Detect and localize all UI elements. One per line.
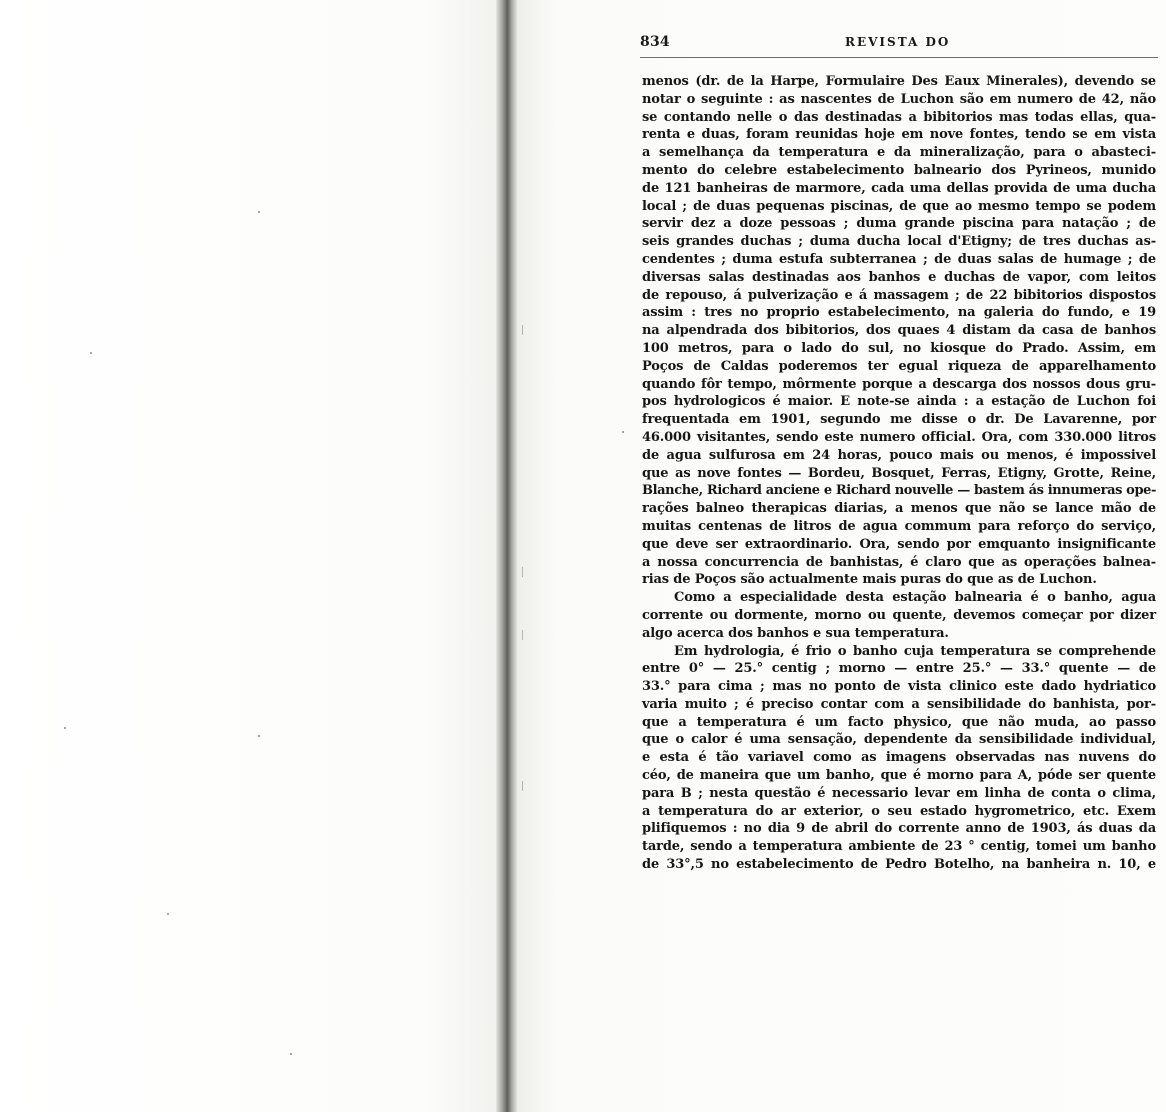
- text-line: servir dez a doze pessoas ; duma grande piscina para natação ; de: [642, 216, 1156, 232]
- text-line: plifiquemos : no dia 9 de abril do corrente anno de 1903, ás duas da: [642, 821, 1156, 837]
- text-line: para B ; nesta questão é necessario levar em linha de conta o clima,: [642, 785, 1156, 801]
- text-line: céo, de maneira que um banho, que é morno para A, póde ser quente: [642, 768, 1156, 784]
- text-line: cendentes ; duma estufa subterranea ; de duas salas de humage ; de: [642, 251, 1156, 267]
- book-gutter: [496, 0, 518, 1112]
- header-rule: [640, 57, 1158, 58]
- text-line: varia muito ; é preciso contar com a sensibilidade do banhista, por-: [642, 696, 1156, 712]
- left-page-blank: [0, 0, 500, 1112]
- paper-speck: [258, 211, 260, 213]
- fold-mark: [522, 781, 523, 791]
- text-line: notar o seguinte : as nascentes de Luchon são em numero de 42, não: [642, 91, 1156, 107]
- text-line: assim : tres no proprio estabelecimento, na galeria do fundo, e 19: [642, 305, 1156, 321]
- text-line: que o calor é uma sensação, dependente da sensibilidade individual,: [642, 732, 1156, 748]
- text-line: mento do celebre estabelecimento balneario dos Pyrineos, munido: [642, 162, 1156, 178]
- text-line: frequentada em 1901, segundo me disse o dr. De Lavarenne, por: [642, 412, 1156, 428]
- text-line: de agua sulfurosa em 24 horas, pouco mais ou menos, é impossivel: [642, 447, 1156, 463]
- text-line: renta e duas, foram reunidas hoje em nove fontes, tendo se em vista: [642, 127, 1156, 143]
- text-line: 33.° para cima ; mas no ponto de vista clinico este dado hydriatico: [642, 679, 1156, 695]
- text-line: que as nove fontes — Bordeu, Bosquet, Ferras, Etigny, Grotte, Reine,: [642, 465, 1156, 481]
- text-line: pos hydrologicos é maior. E note-se ainda : a estação de Luchon foi: [642, 394, 1156, 410]
- paper-speck: [622, 431, 624, 433]
- text-line: tarde, sendo a temperatura ambiente de 23 ° centig, tomei um banho: [642, 839, 1156, 855]
- text-line: menos (dr. de la Harpe, Formulaire Des Eaux Minerales), devendo se: [642, 74, 1156, 89]
- text-line: corrente ou dormente, morno ou quente, devemos começar por dizer: [642, 607, 1156, 623]
- text-line: 46.000 visitantes, sendo este numero official. Ora, com 330.000 litros: [642, 429, 1156, 445]
- running-head: REVISTA DO: [845, 35, 951, 49]
- text-line: a semelhança da temperatura e da mineralização, para o abasteci-: [642, 145, 1156, 161]
- text-line: local ; de duas pequenas piscinas, de que ao mesmo tempo se podem: [642, 198, 1156, 214]
- text-line: muitas centenas de litros de agua commum para reforço do serviço,: [642, 518, 1156, 534]
- body-text: [642, 73, 1156, 874]
- text-line: Em hydrologia, é frio o banho cuja temperatura se comprehende: [674, 643, 1156, 659]
- text-line: diversas salas destinadas aos banhos e duchas de vapor, com leitos: [642, 269, 1156, 285]
- text-line: Como a especialidade desta estação balnearia é o banho, agua: [674, 590, 1156, 606]
- paper-speck: [90, 352, 92, 354]
- paper-speck: [64, 727, 66, 729]
- text-line: rações balneo therapicas diarias, a menos que não se lance mão de: [642, 501, 1156, 517]
- fold-mark: [522, 630, 523, 640]
- paper-speck: [258, 735, 260, 737]
- text-line: rias de Poços são actualmente mais puras do que as de Luchon.: [642, 572, 1097, 588]
- text-line: se contando nelle o das destinadas a bibitorios mas todas ellas, qua-: [642, 109, 1156, 125]
- text-line: de 121 banheiras de marmore, cada uma dellas provida de uma ducha: [642, 180, 1156, 196]
- text-line: a nossa concurrencia de banhistas, é claro que as operações balnea-: [642, 554, 1156, 570]
- page-number: 834: [640, 34, 670, 50]
- paper-speck: [290, 1053, 292, 1055]
- text-line: Poços de Caldas poderemos ter egual riqueza de apparelhamento: [642, 358, 1156, 374]
- text-line: algo acerca dos banhos e sua temperatura.: [642, 625, 949, 641]
- text-line: seis grandes duchas ; duma ducha local d'Etigny; de tres duchas as-: [642, 234, 1156, 250]
- text-line: que a temperatura é um facto physico, que não muda, ao passo: [642, 714, 1156, 730]
- text-line: entre 0° — 25.° centig ; morno — entre 25.° — 33.° quente — de: [642, 661, 1156, 677]
- paper-speck: [167, 913, 169, 915]
- text-line: e esta é tão variavel como as imagens observadas nas nuvens do: [642, 750, 1156, 766]
- text-line: de repouso, á pulverização e á massagem ; de 22 bibitorios dispostos: [642, 287, 1156, 303]
- text-line: 100 metros, para o lado do sul, no kiosque do Prado. Assim, em: [642, 340, 1156, 356]
- text-line: a temperatura do ar exterior, o seu estado hygrometrico, etc. Exem: [642, 803, 1156, 819]
- page-header: [640, 34, 1158, 54]
- fold-mark: [522, 567, 523, 577]
- text-line: na alpendrada dos bibitorios, dos quaes 4 distam da casa de banhos: [642, 323, 1156, 339]
- text-line: quando fôr tempo, môrmente porque a descarga dos nossos dous gru-: [642, 376, 1156, 392]
- text-line: Blanche, Richard anciene e Richard nouvelle — bastem ás innumeras ope-: [642, 483, 1156, 499]
- text-line: de 33°,5 no estabelecimento de Pedro Botelho, na banheira n. 10, e: [642, 857, 1156, 873]
- text-line: que deve ser extraordinario. Ora, sendo por emquanto insignificante: [642, 536, 1156, 552]
- fold-mark: [522, 325, 523, 335]
